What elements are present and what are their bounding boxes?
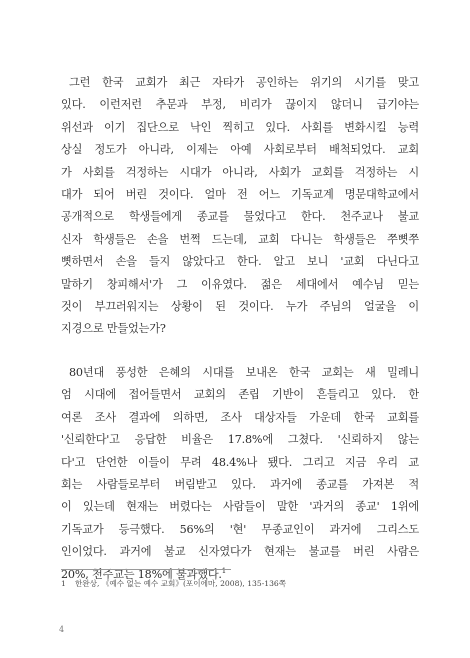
text-line: 말하기 창피해서'가 그 이유였다. 젊은 세대에서 예수님 믿는 <box>61 277 419 291</box>
text-line: 그런 한국 교회가 최근 자타가 공인하는 위기의 시기를 맞고 <box>69 76 419 89</box>
paragraph-1 <box>61 72 419 341</box>
text-line: 인이었다. 과거에 불교 신자였다가 현재는 불교를 버린 사람은 <box>61 545 419 559</box>
footnote <box>61 578 421 590</box>
footnote-divider <box>61 569 231 570</box>
text-line: 회는 사람들로부터 버림받고 있다. 과거에 종교를 가져본 적 <box>61 477 419 491</box>
page-number: 4 <box>59 625 65 634</box>
footnote-number: 1 <box>61 579 66 588</box>
text-line: 것이 부끄러워지는 상황이 된 것이다. 누가 주님의 얼굴을 이 <box>61 300 419 314</box>
paragraph-2 <box>61 362 419 586</box>
text-line: 있다. 이런저런 추문과 부정, 비리가 끊이지 않더니 급기야는 <box>61 98 419 112</box>
text-line: 공개적으로 학생들에게 종교를 물었다고 한다. 천주교나 불교 <box>61 210 419 224</box>
text-line: 지경으로 만들었는가? <box>61 322 166 336</box>
body-text <box>61 72 419 586</box>
text-line-content: 20%, 천주교는 18%에 불과했다. <box>61 567 222 581</box>
text-line: 가 사회를 걱정하는 시대가 아니라, 사회가 교회를 걱정하는 시 <box>61 165 419 179</box>
text-line: 신자 학생들은 손을 번쩍 드는데, 교회 다니는 학생들은 쭈뼛쭈 <box>61 232 419 246</box>
text-line: 다'고 단언한 이들이 무려 48.4%나 됐다. 그리고 지금 우리 교 <box>61 455 419 469</box>
text-line: 위선과 이기 집단으로 낙인 찍히고 있다. 사회를 변화시킬 능력 <box>61 120 419 134</box>
text-line: 상실 정도가 아니라, 이제는 아예 사회로부터 배척되었다. 교회 <box>61 143 419 157</box>
text-line: 대가 되어 버린 것이다. 얼마 전 어느 기독교계 명문대학교에서 <box>61 188 419 202</box>
text-line: '신뢰한다'고 응답한 비율은 17.8%에 그쳤다. '신뢰하지 않는 <box>61 433 419 447</box>
footnote-text: 한완상, 《예수 없는 예수 교회》(포이에마, 2008), 135-136쪽 <box>75 579 287 588</box>
text-line: 엄 시대에 접어들면서 교회의 존립 기반이 흔들리고 있다. 한 <box>61 388 419 402</box>
text-line: 뼛하면서 손을 들지 않았다고 한다. 알고 보니 '교회 다닌다고 <box>61 255 419 269</box>
text-line: 80년대 풍성한 은혜의 시대를 보내온 한국 교회는 새 밀레니 <box>69 365 419 379</box>
footnote-reference[interactable]: 1 <box>221 566 227 575</box>
text-line: 이 있는데 현재는 버렸다는 사람들이 말한 '과거의 종교' 1위에 <box>61 500 419 514</box>
text-line: 기독교가 등극했다. 56%의 '현' 무종교인이 과거에 그리스도 <box>61 522 419 536</box>
text-line: 여론 조사 결과에 의하면, 조사 대상자들 가운데 한국 교회를 <box>61 410 419 424</box>
